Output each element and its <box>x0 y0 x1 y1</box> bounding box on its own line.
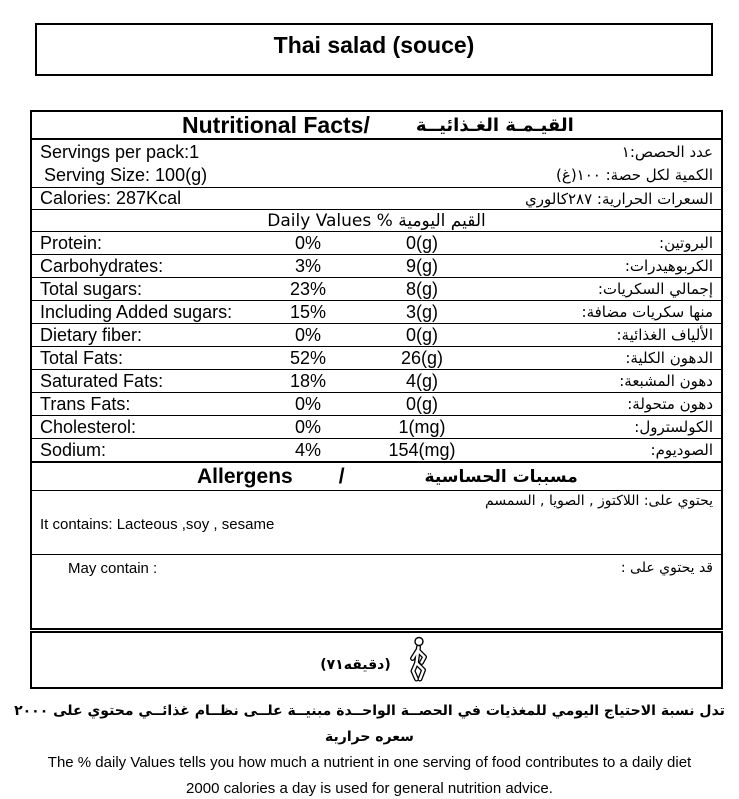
daily-values-header-row <box>32 210 721 232</box>
nutrient-percent: 23% <box>289 278 327 299</box>
nutrient-row-total-fats <box>32 347 721 370</box>
footer-line-en1: The % daily Values tells you how much a nutrient in one serving of food contributes to a daily diet <box>47 754 692 771</box>
product-title-box <box>35 23 713 76</box>
may-contain-en: May contain : <box>68 560 158 577</box>
contains-text-ar: يحتوي على: اللاكتوز , الصويا , السمسم <box>485 493 713 509</box>
nutrient-row-cholesterol <box>32 416 721 439</box>
nutrient-amount: 0(g) <box>405 232 438 253</box>
nutrient-label-ar: منها سكريات مضافة: <box>581 303 713 321</box>
nutrient-amount: 0(g) <box>405 393 438 414</box>
nutrient-label-en: Cholesterol: <box>40 416 137 437</box>
allergens-separator: / <box>338 464 345 488</box>
nutrient-percent: 3% <box>294 255 321 276</box>
may-contain-section <box>32 555 721 628</box>
allergens-title-ar: مسببات الحساسية <box>424 466 578 487</box>
activity-equivalence-box <box>30 631 723 689</box>
nutrient-label-en: Including Added sugars: <box>40 301 233 322</box>
nutrient-label-ar: الكربوهيدرات: <box>624 257 713 275</box>
serving-info-row <box>32 140 721 188</box>
may-contain-ar: قد يحتوي على : <box>620 560 713 576</box>
allergens-header-row <box>32 463 721 491</box>
nutrient-label-en: Sodium: <box>40 439 107 460</box>
product-title: Thai salad (souce) <box>273 32 475 58</box>
calories-row <box>32 188 721 210</box>
nutrient-row-protein <box>32 232 721 255</box>
nutrient-label-ar: دهون المشبعة: <box>619 372 713 390</box>
nutritional-facts-title-en: Nutritional Facts/ <box>182 111 370 138</box>
daily-values-header: Daily Values % القيم اليومية <box>267 210 486 231</box>
nutrient-label-ar: البروتين: <box>659 234 713 252</box>
nutrient-row-trans-fats <box>32 393 721 416</box>
servings-per-pack-line <box>32 141 721 164</box>
walking-minutes-word: دقيقه) <box>343 657 391 673</box>
nutrient-label-ar: الصوديوم: <box>650 441 713 459</box>
nutrient-percent: 0% <box>294 393 321 414</box>
footer-line-en2: 2000 calories a day is used for general nutrition advice. <box>186 780 553 797</box>
allergens-title-en: Allergens <box>197 464 293 488</box>
nutrient-amount: 0(g) <box>405 324 438 345</box>
serving-size-line <box>32 164 721 187</box>
nutrient-label-en: Saturated Fats: <box>40 370 164 391</box>
nutrient-percent: 0% <box>294 232 321 253</box>
nutrient-label-ar: إجمالي السكريات: <box>597 280 713 298</box>
nutrient-percent: 52% <box>289 347 327 368</box>
nutrient-row-saturated-fats <box>32 370 721 393</box>
nutrient-row-sodium <box>32 439 721 463</box>
nutritional-facts-title-ar: القيـمـة الغـذائيــة <box>415 114 574 136</box>
footer-line-ar: تدل نسبة الاحتياج اليومي للمغذيات في الحصــة الواحــدة مبنيــة علــى نظــام غذائــي محتوي على ٢٠٠٠ سعره حرارية <box>14 703 725 745</box>
nutrient-label-ar: الكولسترول: <box>634 418 713 436</box>
nutrient-amount: 8(g) <box>405 278 438 299</box>
walking-minutes-open: (٧١ <box>320 657 344 673</box>
contains-text-en: It contains: Lacteous ,soy , sesame <box>40 516 275 533</box>
nutrient-label-en: Protein: <box>40 232 103 253</box>
nutrient-label-ar: الألياف الغذائية: <box>616 326 713 344</box>
nutrient-amount: 3(g) <box>405 301 438 322</box>
nutrient-percent: 0% <box>294 324 321 345</box>
servings-per-pack-ar: عدد الحصص:١ <box>621 143 713 161</box>
nutrient-label-en: Total Fats: <box>40 347 124 368</box>
nutrient-amount: 4(g) <box>405 370 438 391</box>
nutrient-row-carbohydrates <box>32 255 721 278</box>
calories-en: Calories: 287Kcal <box>40 188 182 208</box>
nutrient-amount: 26(g) <box>400 347 444 368</box>
nutrient-percent: 18% <box>289 370 327 391</box>
table-header-row <box>32 112 721 140</box>
calories-ar: السعرات الحرارية: ٢٨٧كالوري <box>524 189 713 208</box>
may-contain-line <box>32 560 721 577</box>
nutrient-label-en: Dietary fiber: <box>40 324 143 345</box>
nutrient-label-ar: الدهون الكلية: <box>625 349 713 367</box>
nutrient-amount: 154(mg) <box>388 439 456 460</box>
nutrient-amount: 1(mg) <box>398 416 446 437</box>
nutrient-label-en: Trans Fats: <box>40 393 131 414</box>
nutrition-facts-table <box>30 110 723 630</box>
servings-per-pack-en: Servings per pack:1 <box>40 141 200 162</box>
nutrient-amount: 9(g) <box>405 255 438 276</box>
nutrient-percent: 0% <box>294 416 321 437</box>
serving-size-ar: الكمية لكل حصة: ١٠٠(غ) <box>556 166 713 184</box>
walking-person-icon <box>403 636 433 682</box>
nutrient-label-ar: دهون متحولة: <box>627 395 713 413</box>
nutrient-row-added-sugars <box>32 301 721 324</box>
footer-disclaimer <box>0 698 739 799</box>
walking-minutes-label <box>320 657 391 673</box>
nutrient-row-total-sugars <box>32 278 721 301</box>
nutrient-percent: 15% <box>289 301 327 322</box>
nutrient-row-dietary-fiber <box>32 324 721 347</box>
nutrient-label-en: Carbohydrates: <box>40 255 164 276</box>
contains-section <box>32 491 721 555</box>
nutrient-label-en: Total sugars: <box>40 278 143 299</box>
serving-size-en: Serving Size: 100(g) <box>44 164 208 185</box>
nutrient-percent: 4% <box>294 439 321 460</box>
